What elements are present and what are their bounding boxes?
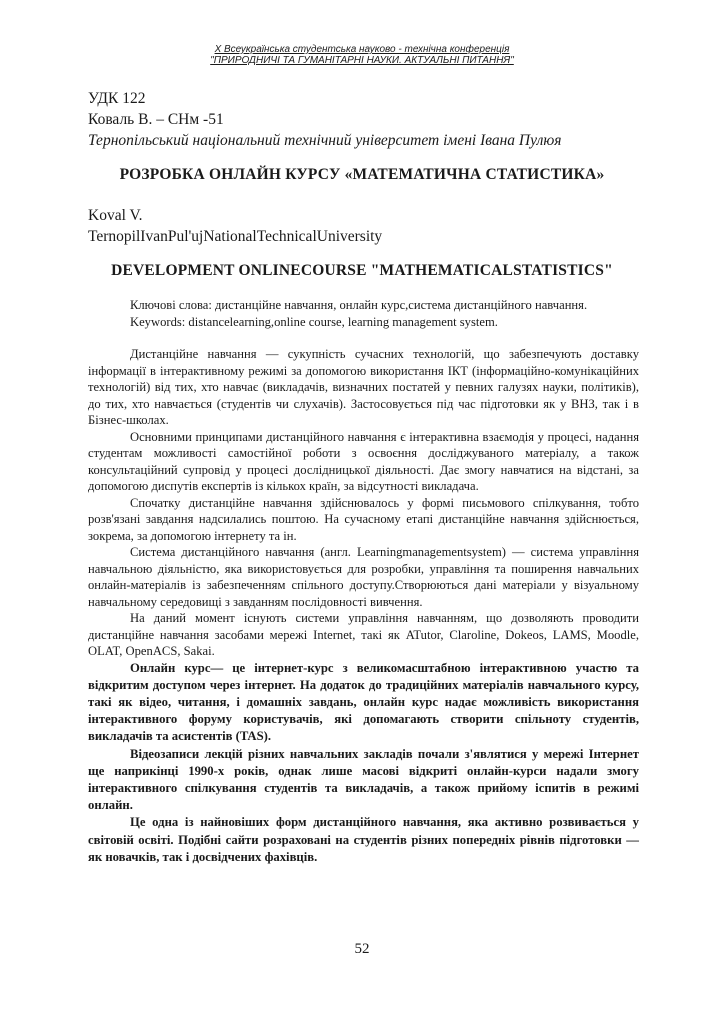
author-block-uk xyxy=(88,88,648,151)
body-paragraph-bold: Онлайн курс— це інтернет-курс з великомасштабною інтерактивною участю та відкритим доступом через інтернет. На додаток до традиційних матеріалів навчального курсу, такі як відео, читання, і домашніх завдань, онлайн курс надає можливість використання інтерактивного форуму користувачів, які допомагають створити спільноту студентів, викладачів та асистентів (TAS). xyxy=(88,660,639,744)
body-paragraph: На даний момент існують системи управління навчанням, що дозволяють проводити дистанційне навчання засобами мережі Internet, такі як ATutor, Claroline, Dokeos, LAMS, Moodle, OLAT, OpenACS, Sakai. xyxy=(88,611,639,658)
author-name-en: Koval V. xyxy=(88,207,143,224)
conference-header xyxy=(0,44,724,66)
page-number: 52 xyxy=(354,941,370,957)
body-paragraph-bold: Це одна із найновіших форм дистанційного навчання, яка активно розвивається у світовій освіті. Подібні сайти розраховані на студентів різних попередніх рівнів підготовки — як новачків, так і досвідчених фахівців. xyxy=(88,815,639,864)
body-paragraph: Система дистанційного навчання (англ. Learningmanagementsystem) — система управління навчальною діяльністю, яка використовується для розробки, управління та поширення навчальних онлайн-матеріалів із забезпеченням спільного доступу.Створюються дані матеріали у візуальному навчальному середовищі з завданням послідовності вивчення. xyxy=(88,545,639,609)
body-paragraph-bold: Відеозаписи лекцій різних навчальних закладів почали з'являтися у мережі Інтернет ще наприкінці 1990-х років, однак лише масові відкриті онлайн-курси надали змогу інтерактивного спілкування студентів та викладачів, а також прийому іспитів в режимі онлайн. xyxy=(88,746,639,813)
keywords-uk: Ключові слова: дистанційне навчання, онлайн курс,система дистанційного навчання. xyxy=(130,298,588,312)
body-paragraph: Спочатку дистанційне навчання здійснювалось у формі письмового спілкування, тобто розв'язані завдання надсилались поштою. На сучасному етапі дистанційне навчання здійснюється, зокрема, за допомогою інтернету та ін. xyxy=(88,495,639,543)
udk-code: УДК 122 xyxy=(88,90,146,107)
body-paragraph: Дистанційне навчання — сукупність сучасних технологій, що забезпечують доставку інформації в інтерактивному режимі за допомогою використання ІКТ (інформаційно-комунікаційних технологій) від тих, хто навчає (викладачів, визначних постатей у певних галузях науки, політиків), до тих, хто навчається (студентів чи слухачів). Застосовується під час підготовки як у ВНЗ, так і в Бізнес-школах. xyxy=(88,347,639,427)
conference-theme-line: "ПРИРОДНИЧІ ТА ГУМАНІТАРНІ НАУКИ. АКТУАЛЬНІ ПИТАННЯ" xyxy=(210,55,514,66)
conference-title-line: X Всеукраїнська студентська науково - технічна конференція xyxy=(214,44,510,55)
keywords-en: Keywords: distancelearning,online course, learning management system. xyxy=(130,314,498,329)
author-block-en xyxy=(88,205,648,247)
paper-title-uk: РОЗРОБКА ОНЛАЙН КУРСУ «МАТЕМАТИЧНА СТАТИСТИКА» xyxy=(119,166,605,183)
university-uk: Тернопільський національний технічний університет імені Івана Пулюя xyxy=(88,132,562,149)
paper-body xyxy=(88,297,639,866)
body-paragraph: Основними принципами дистанційного навчання є інтерактивна взаємодія у процесі, надання студентам можливості самостійної роботи з освоєння досліджуваного матеріалу, а також консультаційний супровід у процесі дослідницької діяльності. Дає змогу навчатися на відстані, за допомогою диспутів експертів із кількох країн, за відсутності викладача. xyxy=(88,429,639,493)
university-en: TernopilIvanPul'ujNationalTechnicalUniversity xyxy=(88,228,383,245)
author-name-uk: Коваль В. – СНм -51 xyxy=(88,111,224,128)
paper-title-en: DEVELOPMENT ONLINECOURSE "MATHEMATICALSTATISTICS" xyxy=(111,262,613,279)
